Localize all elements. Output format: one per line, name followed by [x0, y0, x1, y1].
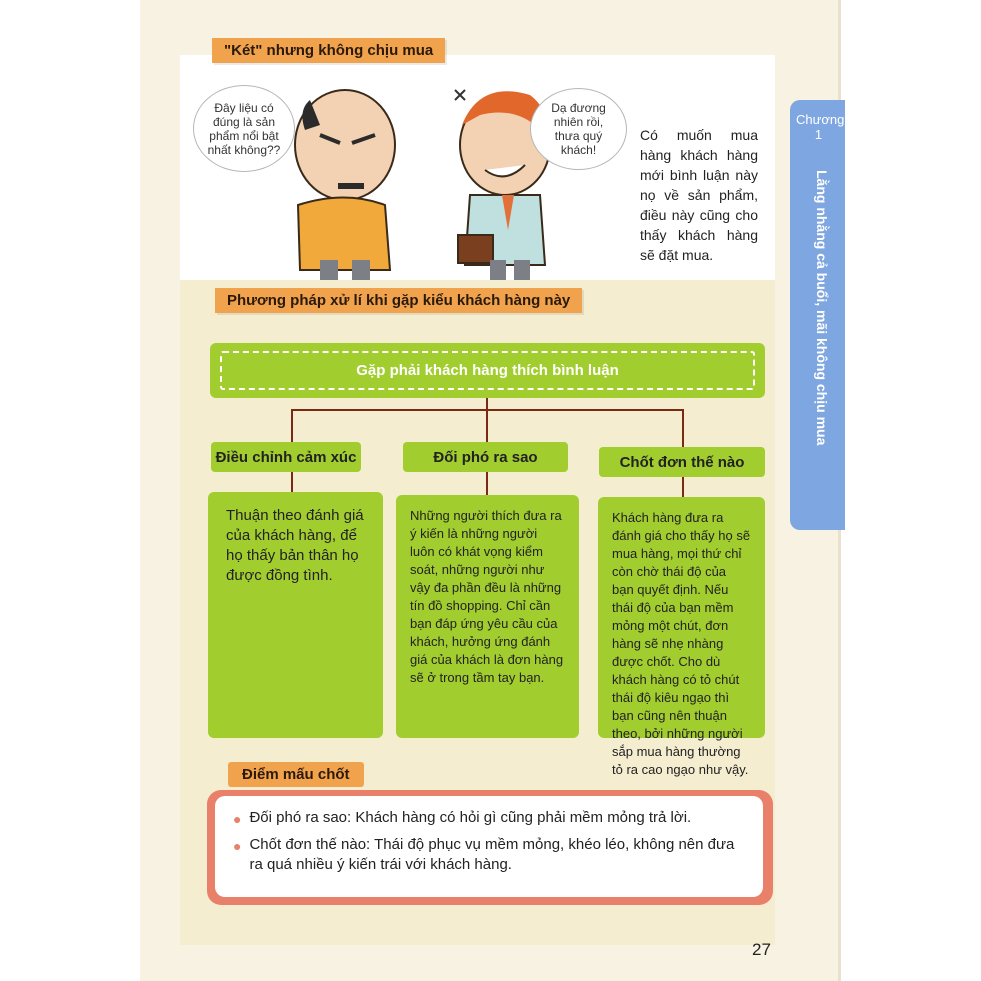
bullet-icon: ●	[233, 838, 242, 854]
connector-line	[291, 409, 293, 442]
connector-line	[291, 472, 293, 492]
speech-bubble-clerk	[530, 88, 627, 170]
flow-detail-3: Khách hàng đưa ra đánh giá cho thấy họ sẽ mua hàng, mọi thứ chỉ còn chờ thái độ của bạn quyết định. Nếu thái độ của bạn mềm mỏng một chút, đơn hàng sẽ nhẹ nhàng được chốt. Cho dù khách hàng có tỏ chút thái độ kiêu ngạo thì bạn cũng nên thuận theo, bởi những người sắp mua hàng thường tỏ ra cao ngạo như vậy.	[598, 497, 765, 738]
flow-detail-2: Những người thích đưa ra ý kiến là những người luôn có khát vọng kiểm soát, những người như vậy đa phần đều là những tín đồ shopping. Chỉ cần bạn đáp ứng yêu cầu của khách, hưởng ứng đánh giá của khách là đơn hàng sẽ ở trong tầm tay bạn.	[396, 495, 579, 738]
bullet-icon: ●	[233, 811, 242, 827]
chapter-title: Lằng nhằng cả buổi, mãi không chịu mua	[814, 170, 830, 446]
key-points-title: Điểm mấu chốt	[228, 762, 364, 787]
key-point-text: Chốt đơn thế nào: Thái độ phục vụ mềm mỏng, khéo léo, không nên đưa ra quá nhiều ý kiến trái với khách hàng.	[249, 836, 735, 873]
key-point-text: Đối phó ra sao: Khách hàng có hỏi gì cũng phải mềm mỏng trả lời.	[249, 809, 692, 826]
connector-line	[682, 477, 684, 497]
connector-line	[486, 409, 488, 442]
key-point-item	[233, 808, 745, 829]
flow-root-label: Gặp phải khách hàng thích bình luận	[220, 351, 755, 390]
speech-bubble-boss	[193, 85, 295, 172]
speech-bubble-boss-text: Đây liệu có đúng là sản phẩm nổi bật nhất không??	[207, 100, 281, 157]
comic-explanation: Có muốn mua hàng khách hàng mới bình luận này nọ về sản phẩm, điều này cũng cho thấy khách hàng sẽ đặt mua.	[640, 127, 758, 263]
flow-category-2: Đối phó ra sao	[403, 442, 568, 472]
key-points-box	[215, 796, 763, 897]
speech-bubble-clerk-text: Dạ đương nhiên rồi, thưa quý khách!	[551, 101, 606, 157]
key-point-item	[233, 835, 745, 875]
connector-line	[682, 409, 684, 447]
chapter-label: Chương 1	[796, 112, 845, 142]
connector-line	[486, 472, 488, 495]
flow-detail-1: Thuận theo đánh giá của khách hàng, để họ thấy bản thân họ được đồng tình.	[208, 492, 383, 738]
boss-character	[295, 90, 395, 280]
flow-category-1: Điều chỉnh cảm xúc	[211, 442, 361, 472]
flow-category-3: Chốt đơn thế nào	[599, 447, 765, 477]
page-number: 27	[752, 940, 771, 959]
section-title-2: Phương pháp xử lí khi gặp kiểu khách hàng này	[215, 288, 582, 313]
section-title-1: "Két" nhưng không chịu mua	[212, 38, 445, 63]
